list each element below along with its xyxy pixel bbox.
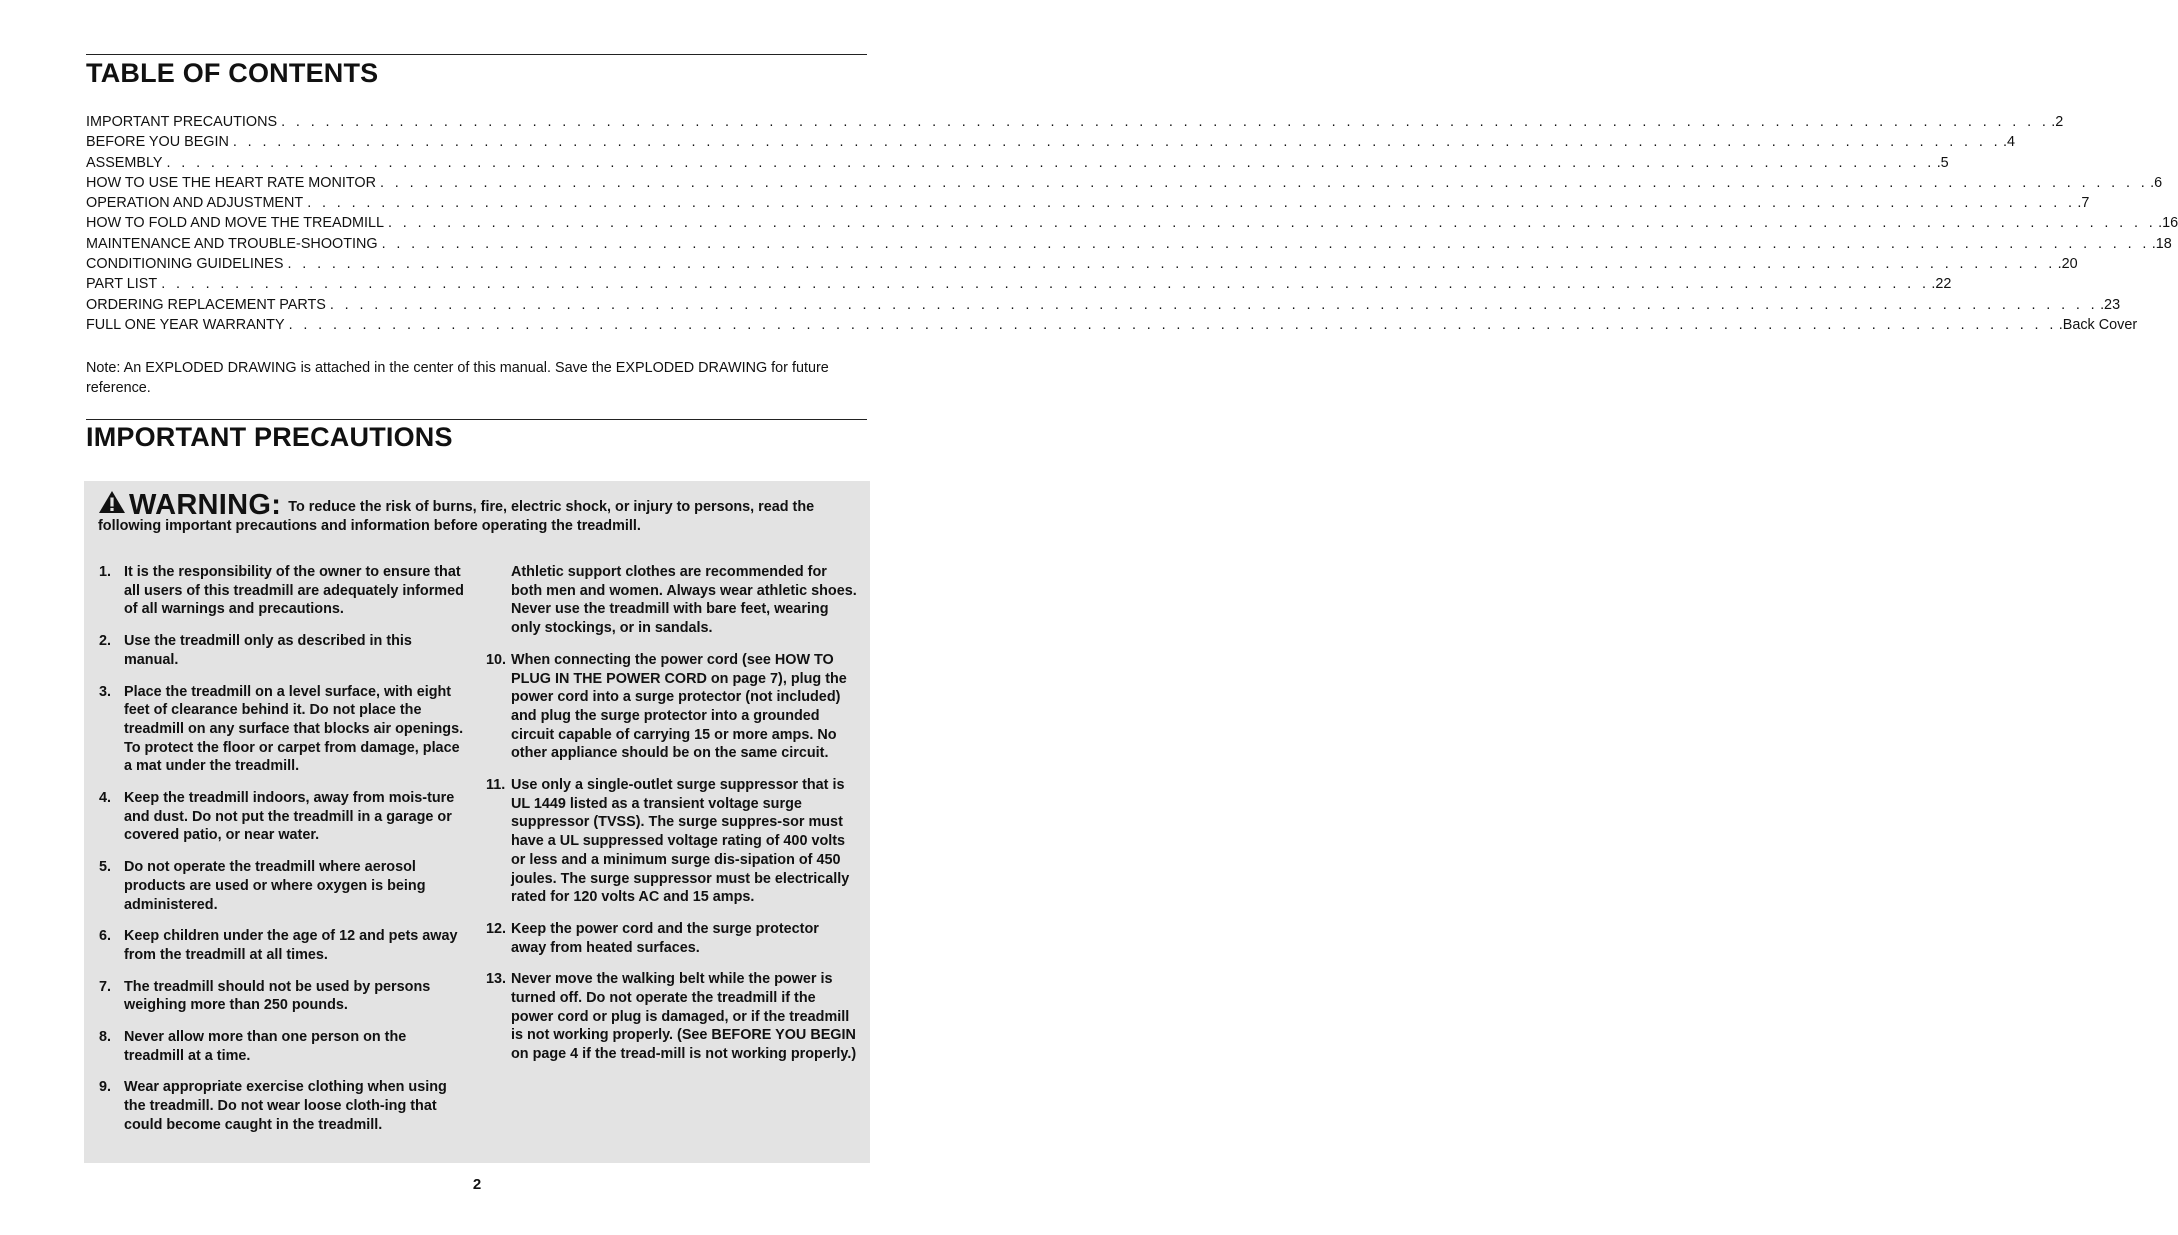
toc-entry [86, 274, 1952, 294]
precaution-text: Use the treadmill only as described in this manual. [124, 633, 412, 668]
toc-entry-title: PART LIST [86, 276, 158, 293]
top-rule [86, 54, 867, 55]
precaution-item [99, 632, 467, 669]
toc-entry-title: HOW TO FOLD AND MOVE THE TREADMILL [86, 215, 384, 232]
toc-entry [86, 254, 2078, 274]
toc-leader-dots: . . . . . . . . . . . . . . . . . . . . . . . . . . . . . . . . . . . . . . . . . . . . . . . . . . . . . . . . . . . . . . . . . . . . . . . . . . . . . . . . . . . . . . . . . . . . . . . . . . . . . . . . . . . . . . . . . . . . . . . . [287, 256, 2056, 273]
toc-leader-dots: . . . . . . . . . . . . . . . . . . . . . . . . . . . . . . . . . . . . . . . . . . . . . . . . . . . . . . . . . . . . . . . . . . . . . . . . . . . . . . . . . . . . . . . . . . . . . . . . . . . . . . . . . . . . . . . . . . . . . . . . [379, 174, 2149, 191]
toc-entry [86, 132, 2016, 152]
toc-entry [86, 213, 2178, 233]
toc-entry-title: FULL ONE YEAR WARRANTY [86, 316, 285, 333]
toc-entry-page: .23 [2100, 296, 2121, 313]
toc-entry-page: .4 [2003, 134, 2016, 151]
precaution-number: 5. [99, 859, 112, 876]
precaution-item [99, 789, 467, 845]
toc-entry-title: MAINTENANCE AND TROUBLE-SHOOTING [86, 235, 378, 252]
toc-entry-page: .5 [1936, 154, 1949, 171]
precaution-text: Place the treadmill on a level surface, with eight feet of clearance behind it. Do not place the treadmill on any surface that blocks air openings. To protect the floor or carpet from damage, place a mat under the treadmill. [124, 683, 464, 775]
toc-note: Note: An EXPLODED DRAWING is attached in the center of this manual. Save the EXPLODED DRAWING for future reference. [86, 360, 829, 396]
precaution-item [99, 563, 467, 619]
precautions-heading: IMPORTANT PRECAUTIONS [86, 422, 453, 452]
precaution-text: It is the responsibility of the owner to ensure that all users of this treadmill are adequately informed of all warnings and precautions. [124, 564, 464, 618]
toc-entry-page: .2 [2051, 114, 2064, 130]
precaution-number: 13. [486, 971, 507, 988]
precaution-number: 8. [99, 1029, 112, 1046]
toc-entry-title: IMPORTANT PRECAUTIONS [86, 114, 278, 130]
warning-triangle-icon [98, 490, 126, 514]
toc-leader-dots: . . . . . . . . . . . . . . . . . . . . . . . . . . . . . . . . . . . . . . . . . . . . . . . . . . . . . . . . . . . . . . . . . . . . . . . . . . . . . . . . . . . . . . . . . . . . . . . . . . . . . . . . . . . . . . . . . . . . . . . . [388, 215, 2157, 232]
toc-entry-title: OPERATION AND ADJUSTMENT [86, 195, 304, 212]
continuation-bold: Athletic support clothes are recommended for both men and women. [511, 564, 827, 599]
precaution-number: 4. [99, 790, 112, 807]
precaution-number: 10. [486, 651, 507, 668]
precaution-item [99, 978, 467, 1015]
precaution-item [486, 651, 858, 763]
toc-leader-dots: . . . . . . . . . . . . . . . . . . . . . . . . . . . . . . . . . . . . . . . . . . . . . . . . . . . . . . . . . . . . . . . . . . . . . . . . . . . . . . . . . . . . . . . . . . . . . . . . . . . . . . . . . . . . . . . . . . . . . . . . [232, 134, 2002, 151]
toc-entry-page: .Back Cover [2058, 316, 2138, 333]
toc-leader-dots: . . . . . . . . . . . . . . . . . . . . . . . . . . . . . . . . . . . . . . . . . . . . . . . . . . . . . . . . . . . . . . . . . . . . . . . . . . . . . . . . . . . . . . . . . . . . . . . . . . . . . . . . . . . . . . . . . . . . . . . . [329, 296, 2099, 313]
precaution-text: Never allow more than one person on the treadmill at a time. [124, 1029, 407, 1064]
precaution-item [486, 776, 858, 907]
toc-entry-page: .6 [2150, 174, 2163, 191]
precaution-text: The treadmill should not be used by persons weighing more than 250 pounds. [124, 978, 431, 1014]
toc-leader-dots: . . . . . . . . . . . . . . . . . . . . . . . . . . . . . . . . . . . . . . . . . . . . . . . . . . . . . . . . . . . . . . . . . . . . . . . . . . . . . . . . . . . . . . . . . . . . . . . . . . . . . . . . . . . . . . . . . . . . . . . . [161, 276, 1930, 293]
precaution-text: Keep children under the age of 12 and pets away from the treadmill at all times. [124, 928, 458, 963]
toc-entry-page: .22 [1931, 276, 1952, 293]
precautions-right-column [486, 563, 858, 1077]
warning-text: To reduce the risk of burns, fire, electric shock, or injury to persons, read the following important precautions and information before operating the treadmill. [98, 499, 815, 534]
precaution-text: Wear appropriate exercise clothing when using the treadmill. Do not wear loose cloth-ing that could become caught in the treadmill. [124, 1079, 447, 1133]
toc-entry-page: .20 [2057, 256, 2078, 273]
toc-heading: TABLE OF CONTENTS [86, 58, 379, 88]
toc-entry-title: CONDITIONING GUIDELINES [86, 256, 284, 273]
mid-rule [86, 419, 867, 420]
precaution-item [486, 920, 858, 957]
right-items [486, 651, 858, 1064]
precaution-item [99, 858, 467, 914]
toc-entry-title: HOW TO USE THE HEART RATE MONITOR [86, 174, 376, 191]
toc-entry [86, 153, 1949, 173]
precaution-item [99, 683, 467, 777]
precaution-text: Keep the treadmill indoors, away from mois-ture and dust. Do not put the treadmill in a garage or covered patio, or near water. [124, 790, 455, 844]
page-number: 2 [472, 1176, 482, 1193]
toc-entry-page: .7 [2077, 195, 2090, 212]
warning-header [98, 490, 856, 536]
toc-entry [86, 112, 2064, 132]
toc-entry-page: .16 [2158, 215, 2178, 232]
precaution-number: 3. [99, 683, 112, 700]
toc-leader-dots: . . . . . . . . . . . . . . . . . . . . . . . . . . . . . . . . . . . . . . . . . . . . . . . . . . . . . . . . . . . . . . . . . . . . . . . . . . . . . . . . . . . . . . . . . . . . . . . . . . . . . . . . . . . . . . . . . . . . . . . . [281, 114, 2050, 130]
precaution-number: 11. [486, 777, 506, 794]
toc-leader-dots: . . . . . . . . . . . . . . . . . . . . . . . . . . . . . . . . . . . . . . . . . . . . . . . . . . . . . . . . . . . . . . . . . . . . . . . . . . . . . . . . . . . . . . . . . . . . . . . . . . . . . . . . . . . . . . . . . . . . . . . . [307, 195, 2076, 212]
precaution-text: Do not operate the treadmill where aerosol products are used or where oxygen is being administered. [124, 859, 426, 913]
precaution-number: 1. [99, 564, 112, 580]
toc-entry [86, 193, 2090, 213]
toc-entry-page: .18 [2151, 235, 2172, 252]
precaution-text: Keep the power cord and the surge protector away from heated surfaces. [511, 920, 819, 956]
precaution-item [99, 1028, 467, 1065]
toc-leader-dots: . . . . . . . . . . . . . . . . . . . . . . . . . . . . . . . . . . . . . . . . . . . . . . . . . . . . . . . . . . . . . . . . . . . . . . . . . . . . . . . . . . . . . . . . . . . . . . . . . . . . . . . . . . . . . . . . . . . . . . . . [166, 154, 1935, 171]
warning-word: WARNING: [129, 489, 282, 521]
precaution-number: 7. [99, 978, 112, 995]
precaution-text: When connecting the power cord (see HOW TO PLUG IN THE POWER CORD on page 7), plug the power cord into a surge protector (not included) and plug the surge protector into a grounded circuit capable of carrying 15 or more amps. No other appliance should be on the same circuit. [511, 651, 847, 762]
precaution-number: 9. [99, 1079, 112, 1096]
precaution-text: Never move the walking belt while the power is turned off. Do not operate the treadmill if the power cord or plug is damaged, or if the treadmill is not working properly. (See BEFORE YOU BEGIN on page 4 if the tread-mill is not working properly.) [511, 971, 857, 1063]
precautions-left-column [99, 563, 467, 1148]
continuation-rest: Always wear athletic shoes. Never use the treadmill with bare feet, wearing only stockings, or in sandals. [511, 582, 857, 637]
toc-entry [86, 295, 2121, 315]
item-9-continuation [486, 563, 858, 638]
precaution-item [99, 927, 467, 964]
precaution-text: Use only a single-outlet surge suppressor that is UL 1449 listed as a transient voltage surge suppressor (TVSS). The surge suppres-sor must have a UL suppressed voltage rating of 400 volts or less and a minimum surge dis-sipation of 450 joules. The surge suppressor must be electrically rated for 120 volts AC and 15 amps. [511, 777, 850, 906]
toc-entry-title: ORDERING REPLACEMENT PARTS [86, 296, 326, 313]
toc-list [86, 112, 2178, 335]
precaution-number: 12. [486, 920, 507, 937]
toc-entry-title: ASSEMBLY [86, 154, 163, 171]
precaution-number: 2. [99, 633, 112, 650]
toc-leader-dots: . . . . . . . . . . . . . . . . . . . . . . . . . . . . . . . . . . . . . . . . . . . . . . . . . . . . . . . . . . . . . . . . . . . . . . . . . . . . . . . . . . . . . . . . . . . . . . . . . . . . . . . . . . . . . . . . . . . . . . . . [381, 235, 2150, 252]
toc-leader-dots: . . . . . . . . . . . . . . . . . . . . . . . . . . . . . . . . . . . . . . . . . . . . . . . . . . . . . . . . . . . . . . . . . . . . . . . . . . . . . . . . . . . . . . . . . . . . . . . . . . . . . . . . . . . . . . . . . . . . . . . . [288, 316, 2057, 333]
toc-entry [86, 173, 2163, 193]
toc-entry [86, 315, 2138, 335]
precaution-number: 6. [99, 928, 112, 945]
precaution-item [486, 970, 858, 1064]
toc-entry [86, 234, 2172, 254]
precaution-item [99, 1078, 467, 1134]
toc-entry-title: BEFORE YOU BEGIN [86, 134, 229, 151]
